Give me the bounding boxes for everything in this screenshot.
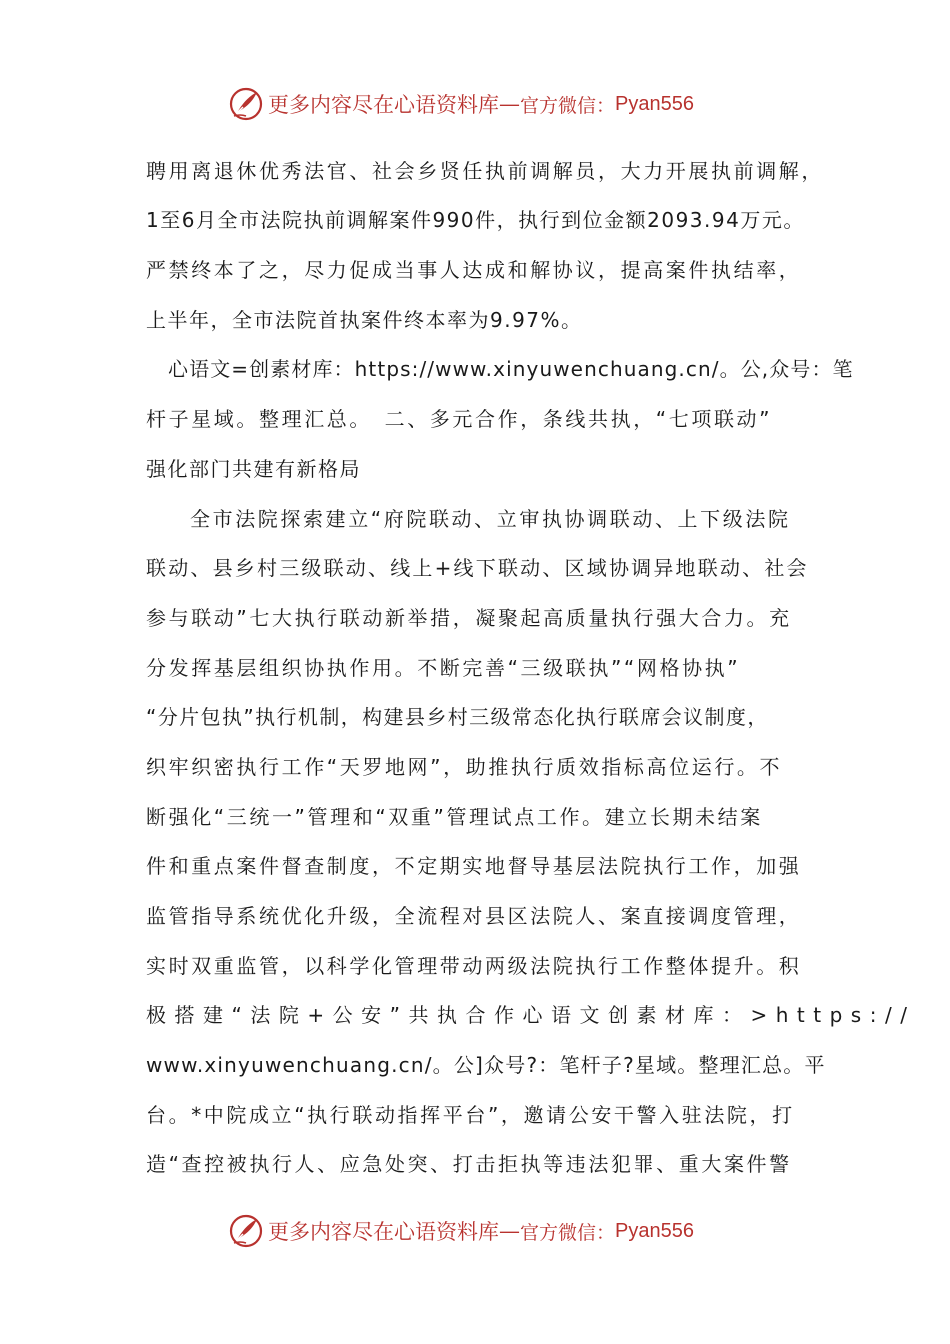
body-line: 台。*中院成立“执行联动指挥平台”，邀请公安干警入驻法院，打 <box>146 1103 795 1127</box>
body-line: 造“查控被执行人、应急处突、打击拒执等违法犯罪、重大案件警 <box>146 1152 792 1176</box>
body-line: 件和重点案件督查制度，不定期实地督导基层法院执行工作，加强 <box>146 854 802 878</box>
body-line: 上半年，全市法院首执案件终本率为9.97%。 <box>146 308 583 332</box>
body-line: 心语文=创素材库：https://www.xinyuwenchuang.cn/。公,众号：笔 <box>168 357 854 381</box>
banner-separator: — <box>499 92 520 116</box>
header-banner <box>228 84 694 124</box>
quill-pen-logo-icon <box>228 1213 264 1249</box>
banner-brand-text: 更多内容尽在心语资料库 <box>268 1220 499 1244</box>
quill-pen-logo-icon <box>228 86 264 122</box>
banner-brand-text: 更多内容尽在心语资料库 <box>268 93 499 117</box>
banner-separator: — <box>499 1219 520 1243</box>
body-line: 监管指导系统优化升级，全流程对县区法院人、案直接调度管理， <box>146 904 802 928</box>
footer-banner <box>228 1211 694 1251</box>
banner-contact-handle: Pyan556 <box>615 92 694 115</box>
body-line: 分发挥基层组织协执作用。不断完善“三级联执”“网格协执” <box>146 656 741 680</box>
body-line: 聘用离退休优秀法官、社会乡贤任执前调解员，大力开展执前调解， <box>146 159 824 183</box>
body-line: “分片包执”执行机制，构建县乡村三级常态化执行联席会议制度， <box>146 705 769 729</box>
body-line: 杆子星域。整理汇总。 二、多元合作，条线共执，“七项联动” <box>146 407 773 431</box>
body-line: www.xinyuwenchuang.cn/。公]众号?：笔杆子?星域。整理汇总。平 <box>146 1053 826 1077</box>
banner-contact-handle: Pyan556 <box>615 1219 694 1242</box>
banner-contact-label: 官方微信： <box>520 1221 616 1244</box>
banner-contact-label: 官方微信： <box>520 94 616 117</box>
body-line: 织牢织密执行工作“天罗地网”，助推执行质效指标高位运行。不 <box>146 755 783 779</box>
body-line: 极搭建“法院+公安”共执合作心语文创素材库：>https:// <box>146 1003 916 1027</box>
body-line: 全市法院探索建立“府院联动、立审执协调联动、上下级法院 <box>190 507 791 531</box>
section-heading-line: 强化部门共建有新格局 <box>146 457 361 481</box>
body-line: 断强化“三统一”管理和“双重”管理试点工作。建立长期未结案 <box>146 805 763 829</box>
body-line: 1至6月全市法院执前调解案件990件，执行到位金额2093.94万元。 <box>146 208 805 232</box>
body-line: 严禁终本了之，尽力促成当事人达成和解协议，提高案件执结率， <box>146 258 802 282</box>
body-line: 参与联动”七大执行联动新举措，凝聚起高质量执行强大合力。充 <box>146 606 792 630</box>
body-line: 联动、县乡村三级联动、线上+线下联动、区域协调异地联动、社会 <box>146 556 809 580</box>
body-line: 实时双重监管，以科学化管理带动两级法院执行工作整体提升。积 <box>146 954 802 978</box>
